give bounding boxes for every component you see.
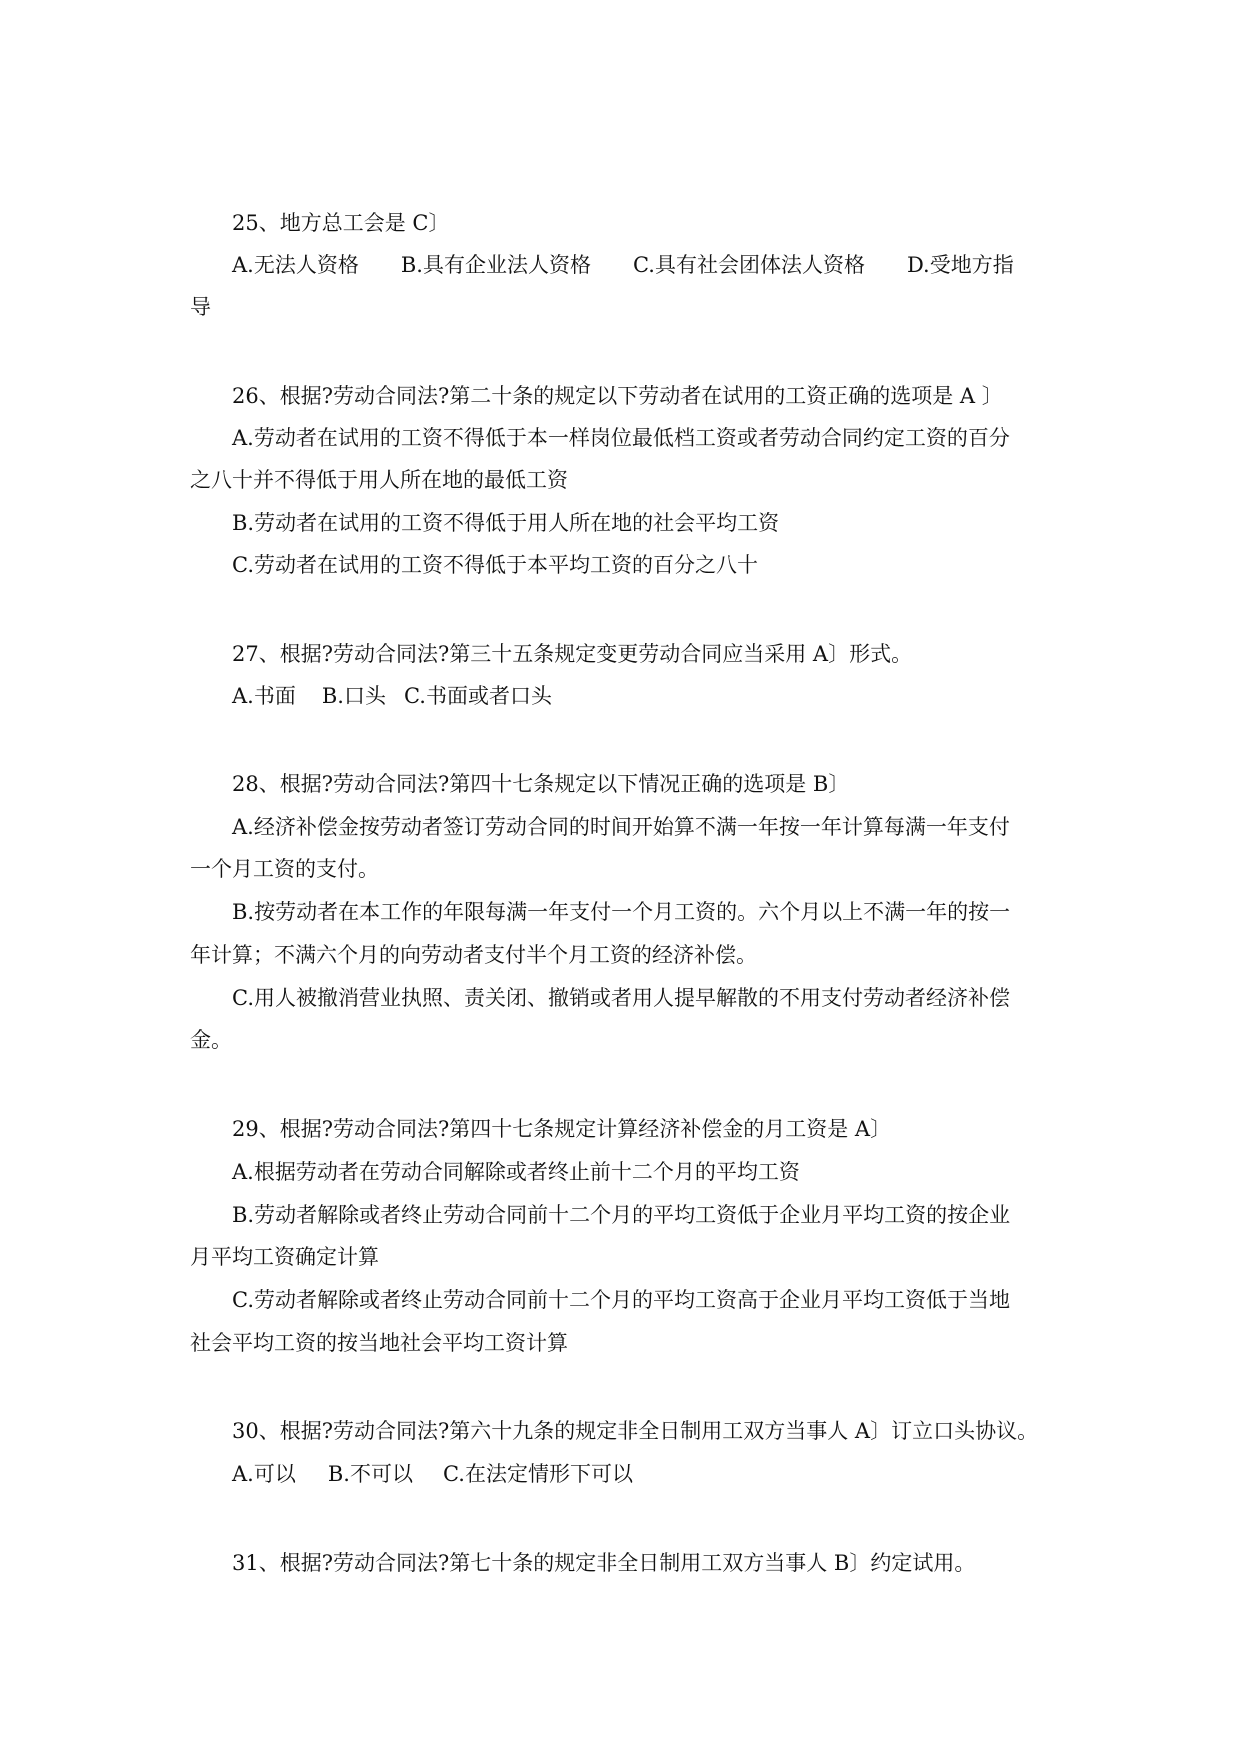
question-29-option-a: A.根据劳动者在劳动合同解除或者终止前十二个月的平均工资: [232, 1160, 800, 1184]
question-28-option-c: C.用人被撤消营业执照、责关闭、撤销或者用人提早解散的不用支付劳动者经济补偿: [232, 986, 1010, 1010]
question-26-option-a-continued: 之八十并不得低于用人所在地的最低工资: [190, 468, 568, 492]
question-27-stem: 27、根据?劳动合同法?第三十五条规定变更劳动合同应当采用 A〕形式。: [232, 642, 913, 666]
question-25-options-row: [232, 250, 1014, 280]
option-a: A.可以: [232, 1462, 296, 1486]
question-28-option-b-continued: 年计算；不满六个月的向劳动者支付半个月工资的经济补偿。: [190, 943, 757, 967]
option-c: C.书面或者口头: [403, 684, 552, 708]
question-28-stem: 28、根据?劳动合同法?第四十七条规定以下情况正确的选项是 B〕: [232, 772, 850, 796]
question-29-option-b-continued: 月平均工资确定计算: [190, 1245, 379, 1269]
option-a: A.无法人资格: [232, 253, 359, 277]
question-26-option-b: B.劳动者在试用的工资不得低于用人所在地的社会平均工资: [232, 511, 780, 535]
question-28-option-c-continued: 金。: [190, 1028, 232, 1052]
question-29-option-c: C.劳动者解除或者终止劳动合同前十二个月的平均工资高于企业月平均工资低于当地: [232, 1288, 1010, 1312]
question-29-stem: 29、根据?劳动合同法?第四十七条规定计算经济补偿金的月工资是 A〕: [232, 1117, 892, 1141]
option-b: B.口头: [321, 684, 386, 708]
question-28-option-b: B.按劳动者在本工作的年限每满一年支付一个月工资的。六个月以上不满一年的按一: [232, 900, 1011, 924]
question-31-stem: 31、根据?劳动合同法?第七十条的规定非全日制用工双方当事人 B〕约定试用。: [232, 1551, 976, 1575]
question-25-stem: 25、地方总工会是 C〕: [232, 211, 450, 235]
question-26-stem: 26、根据?劳动合同法?第二十条的规定以下劳动者在试用的工资正确的选项是 A 〕: [232, 384, 1003, 408]
question-30-stem: 30、根据?劳动合同法?第六十九条的规定非全日制用工双方当事人 A〕订立口头协议。: [232, 1419, 1039, 1443]
option-b: B.不可以: [327, 1462, 413, 1486]
option-d: D.受地方指: [906, 253, 1014, 277]
option-b: B.具有企业法人资格: [400, 253, 591, 277]
option-a: A.书面: [232, 684, 296, 708]
question-28-option-a: A.经济补偿金按劳动者签订劳动合同的时间开始算不满一年按一年计算每满一年支付: [232, 815, 1010, 839]
question-29-option-c-continued: 社会平均工资的按当地社会平均工资计算: [190, 1331, 568, 1355]
option-c: C.具有社会团体法人资格: [632, 253, 865, 277]
question-26-option-a: A.劳动者在试用的工资不得低于本一样岗位最低档工资或者劳动合同约定工资的百分: [232, 426, 1010, 450]
question-29-option-b: B.劳动者解除或者终止劳动合同前十二个月的平均工资低于企业月平均工资的按企业: [232, 1203, 1011, 1227]
option-c: C.在法定情形下可以: [442, 1462, 633, 1486]
question-26-option-c: C.劳动者在试用的工资不得低于本平均工资的百分之八十: [232, 553, 758, 577]
question-27-options-row: [232, 681, 552, 711]
question-25-option-d-continued: 导: [190, 295, 211, 319]
question-30-options-row: [232, 1459, 633, 1489]
question-28-option-a-continued: 一个月工资的支付。: [190, 857, 379, 881]
